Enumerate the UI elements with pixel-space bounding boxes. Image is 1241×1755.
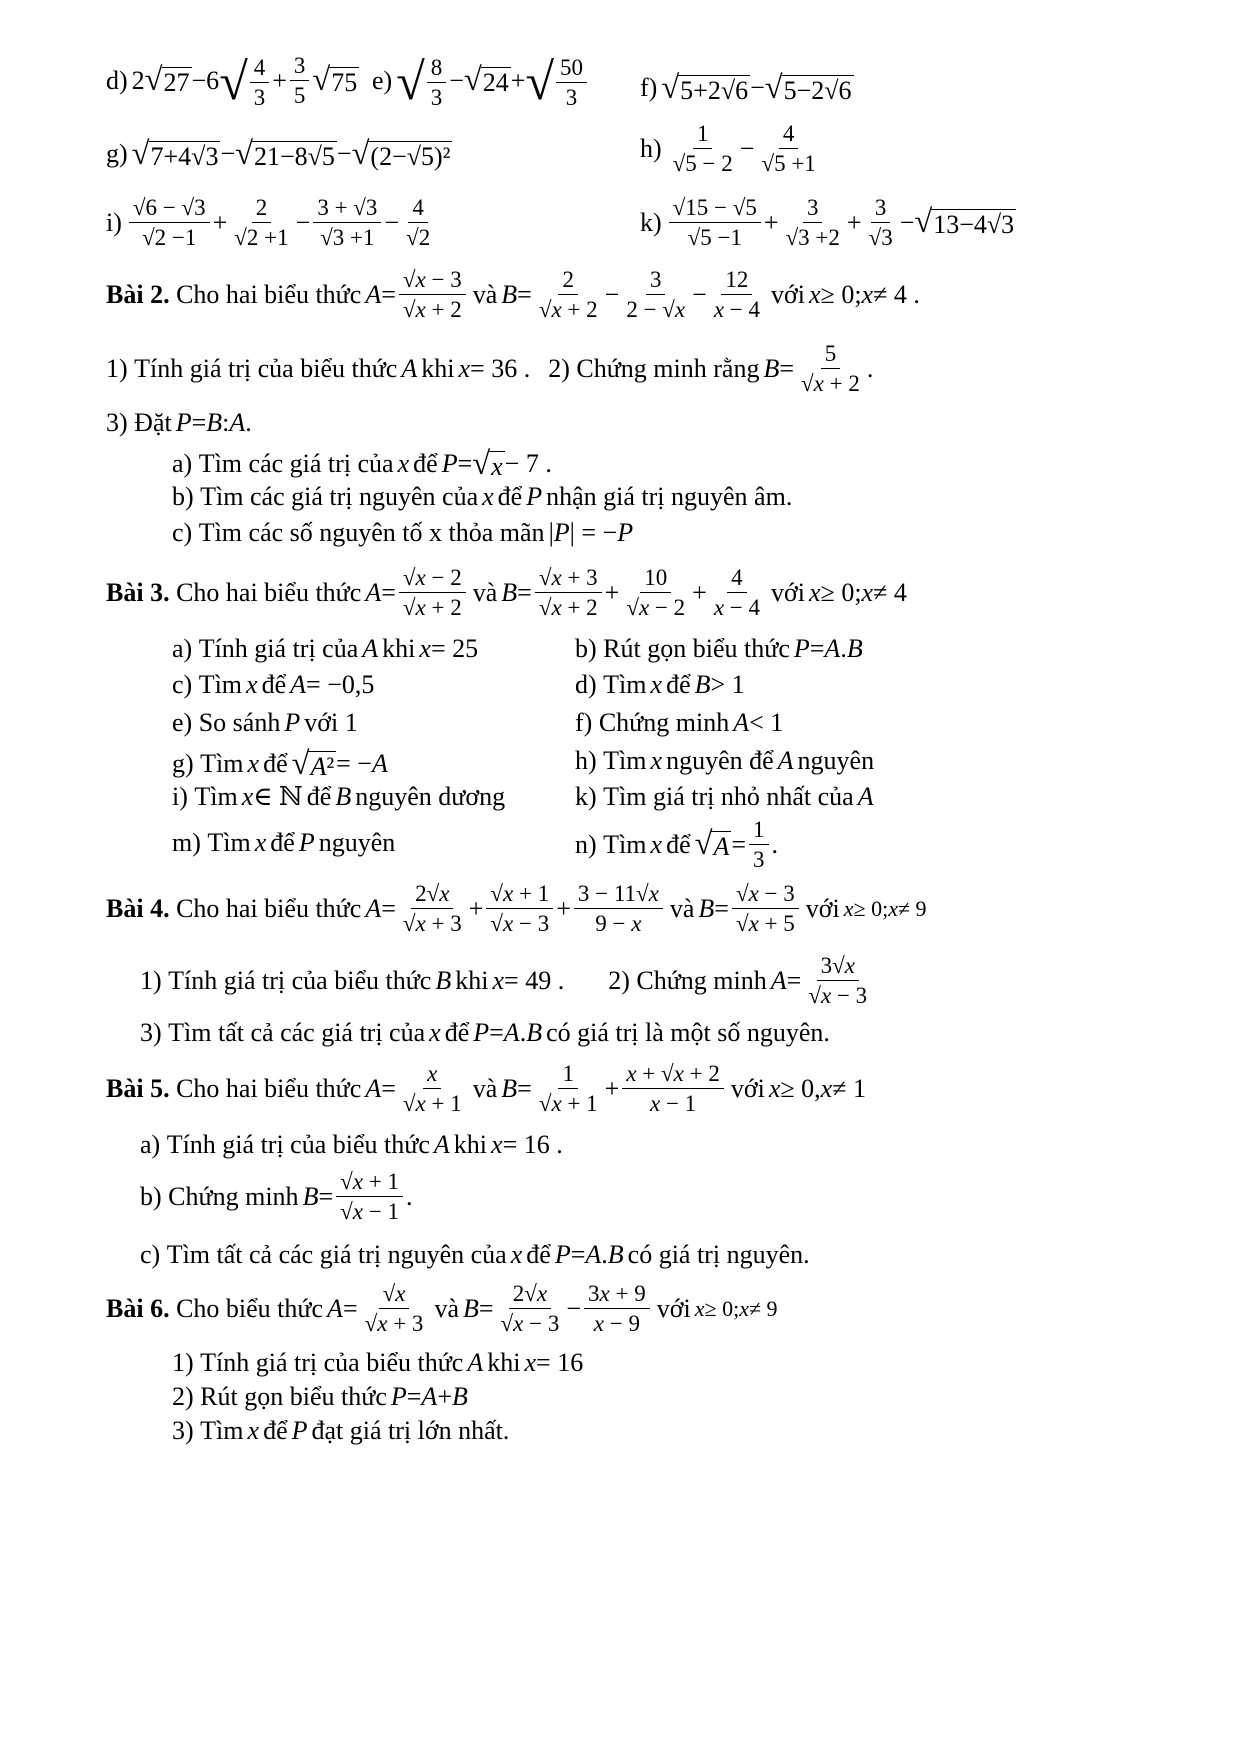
exercise-6-statement: Bài 6. Cho biểu thức A = $\frac{√x}{√x + 3}$ và B = $\frac{2√x}{√x - 3}$ − $\frac{3x + 9}{x - 9}$ với x ≥ 0; x ≠ 9 [106, 1281, 778, 1336]
math-expression: $\frac{1}{√5 - 2}$ − $\frac{4}{√5 +1}$ [672, 121, 816, 176]
math-expression: √ $\frac{8}{3}$ − √ 24 + √ $\frac{50}{3}$ [396, 52, 590, 109]
exercise-3f: f) Chứng minh A < 1 [575, 708, 784, 737]
math-expression: A = $\frac{√x - 2}{√x + 2}$ [365, 566, 468, 619]
exercise-3a: a) Tính giá trị của A khi x = 25 [172, 634, 479, 663]
exercise-3h: h) Tìm x nguyên để A nguyên [575, 746, 875, 775]
exercise-1i: i) $\frac{√6 - √3}{√2 -1}$ + $\frac{2}{√2 +1}$ − $\frac{3 + √3}{√3 +1}$ − $\frac{4}{√2}$ [106, 196, 441, 249]
exercise-3n: n) Tìm x để √ A = $\frac{1}{3}$ . [575, 817, 779, 872]
exercise-3g: g) Tìm x để √ A² = − A [172, 746, 388, 782]
math-expression: x ≥ 0; x ≠ 4 . [809, 279, 920, 309]
exercise-6-part-3: 3) Tìm x để P đạt giá trị lớn nhất. [172, 1416, 510, 1445]
math-expression: A = $\frac{2√x}{√x + 3}$ + $\frac{√x + 1}{√x - 3}$ + $\frac{3 - 11√x}{9 - x}$ [365, 882, 666, 935]
math-expression: A = $\frac{x}{√x + 1}$ [365, 1061, 462, 1116]
exercise-6-part-2: 2) Rút gọn biểu thức P = A + B [172, 1382, 468, 1411]
exercise-2-part-3a: a) Tìm các giá trị của x để P = √ x − 7 . [172, 446, 552, 482]
math-expression: B = $\frac{5}{√x + 2}$ . [763, 341, 874, 396]
exercise-3d: d) Tìm x để B > 1 [575, 670, 745, 699]
exercise-1e: e) √ $\frac{8}{3}$ − √ 24 + √ $\frac{50}{3}$ [372, 52, 594, 109]
exercise-3c: c) Tìm x để A = −0,5 [172, 670, 375, 699]
exercise-2-part-3: 3) Đặt P = B : A . [106, 408, 252, 437]
exercise-1g: g) √ 7+4√3 − √ 21−8√5 − √ (2−√5)² [106, 136, 451, 172]
exercise-4-part-3: 3) Tìm tất cả các giá trị của x để P = A . B có giá trị là một số nguyên. [140, 1018, 830, 1047]
math-expression: A = $\frac{√x - 3}{√x + 2}$ [365, 268, 468, 321]
math-expression: B = $\frac{√x + 1}{√x - 1}$ . [302, 1169, 413, 1224]
exercise-5-statement: Bài 5. Cho hai biểu thức A = $\frac{x}{√x + 1}$ và B = $\frac{1}{√x + 1}$ + $\frac{x + √x + 2}{x - 1}$ với x ≥ 0, x ≠ 1 [106, 1061, 866, 1116]
exercise-4-statement: Bài 4. Cho hai biểu thức A = $\frac{2√x}{√x + 3}$ + $\frac{√x + 1}{√x - 3}$ + $\frac{3 - 11√x}{9 - x}$ và B = $\frac{√x - 3}{√x + 5}$ với x ≥ 0; x ≠ 9 [106, 881, 927, 936]
math-expression: B = $\frac{√x + 3}{√x + 2}$ + $\frac{10}{√x - 2}$ + $\frac{4}{x - 4}$ [501, 565, 761, 620]
exercise-1d: d) 2 √ 27 −6 √ $\frac{4}{3}$ + $\frac{3}{5}$ √ 75 [106, 53, 358, 111]
exercise-1k: k) $\frac{√15 - √5}{√5 -1}$ + $\frac{3}{√3 +2}$ + $\frac{3}{√3}$ − √ 13−4√3 [640, 195, 1015, 250]
exercise-3e: e) So sánh P với 1 [172, 708, 358, 737]
exercise-2-part-3b: b) Tìm các giá trị nguyên của x để P nhận giá trị nguyên âm. [172, 482, 793, 511]
exercise-3k: k) Tìm giá trị nhỏ nhất của A [575, 782, 874, 811]
math-expression: $\frac{√15 - √5}{√5 -1}$ + $\frac{3}{√3 +2}$ + $\frac{3}{√3}$ − √ 13−4√3 [666, 196, 1017, 249]
exercise-2-part-1-2: 1) Tính giá trị của biểu thức A khi x = 36 . 2) Chứng minh rằng B = $\frac{5}{√x + 2}$ . [106, 341, 874, 396]
math-expression: B = $\frac{1}{√x + 1}$ + $\frac{x + √x + 2}{x - 1}$ [501, 1062, 727, 1115]
exercise-6-part-1: 1) Tính giá trị của biểu thức A khi x = 16 [172, 1348, 584, 1377]
exercise-5b: b) Chứng minh B = $\frac{√x + 1}{√x - 1}$ . [140, 1169, 413, 1224]
exercise-1f: f) √ 5+2√6 − √ 5−2√6 [640, 70, 852, 106]
math-expression: $\frac{√6 - √3}{√2 -1}$ + $\frac{2}{√2 +1}$ − $\frac{3 + √3}{√3 +1}$ − $\frac{4}{√2}$ [126, 196, 437, 249]
math-expression: B = $\frac{2}{√x + 2}$ − $\frac{3}{2 - √x}$ − $\frac{12}{x - 4}$ [501, 267, 761, 322]
math-expression: B = $\frac{2√x}{√x - 3}$ − $\frac{3x + 9}{x - 9}$ [463, 1282, 653, 1335]
math-expression: A = $\frac{√x}{√x + 3}$ [327, 1281, 424, 1336]
exercise-5c: c) Tìm tất cả các giá trị nguyên của x để P = A . B có giá trị nguyên. [140, 1240, 810, 1269]
exercise-2-part-3c: c) Tìm các số nguyên tố x thỏa mãn | P | = − P [172, 518, 634, 547]
math-expression: 2 √ 27 −6 √ $\frac{4}{3}$ + $\frac{3}{5}$ √ 75 [131, 53, 358, 111]
math-expression: B = $\frac{√x - 3}{√x + 5}$ [698, 882, 801, 935]
exercise-3i: i) Tìm x ∈ ℕ để B nguyên dương [172, 782, 506, 811]
math-expression: √ 5+2√6 − √ 5−2√6 [661, 70, 852, 106]
exercise-3b: b) Rút gọn biểu thức P = A . B [575, 634, 863, 663]
math-expression: A = $\frac{3√x}{√x - 3}$ [770, 953, 868, 1008]
exercise-5a: a) Tính giá trị của biểu thức A khi x = 16 . [140, 1130, 563, 1159]
math-expression: √ 7+4√3 − √ 21−8√5 − √ (2−√5)² [131, 136, 451, 172]
exercise-1h: h) $\frac{1}{√5 - 2}$ − $\frac{4}{√5 +1}$ [640, 122, 827, 175]
exercise-3m: m) Tìm x để P nguyên [172, 828, 396, 857]
exercise-4-part-1-2: 1) Tính giá trị của biểu thức B khi x = 49 . 2) Chứng minh A = $\frac{3√x}{√x - 3}$ [140, 954, 878, 1007]
exercise-2-statement: Bài 2. Cho hai biểu thức A = $\frac{√x - 3}{√x + 2}$ và B = $\frac{2}{√x + 2}$ − $\frac{3}{2 - √x}$ − $\frac{12}{x - 4}$ với x ≥ 0; x ≠ 4 . [106, 267, 920, 322]
exercise-3-statement: Bài 3. Cho hai biểu thức A = $\frac{√x - 2}{√x + 2}$ và B = $\frac{√x + 3}{√x + 2}$ + $\frac{10}{√x - 2}$ + $\frac{4}{x - 4}$ với x ≥ 0; x ≠ 4 [106, 565, 907, 620]
